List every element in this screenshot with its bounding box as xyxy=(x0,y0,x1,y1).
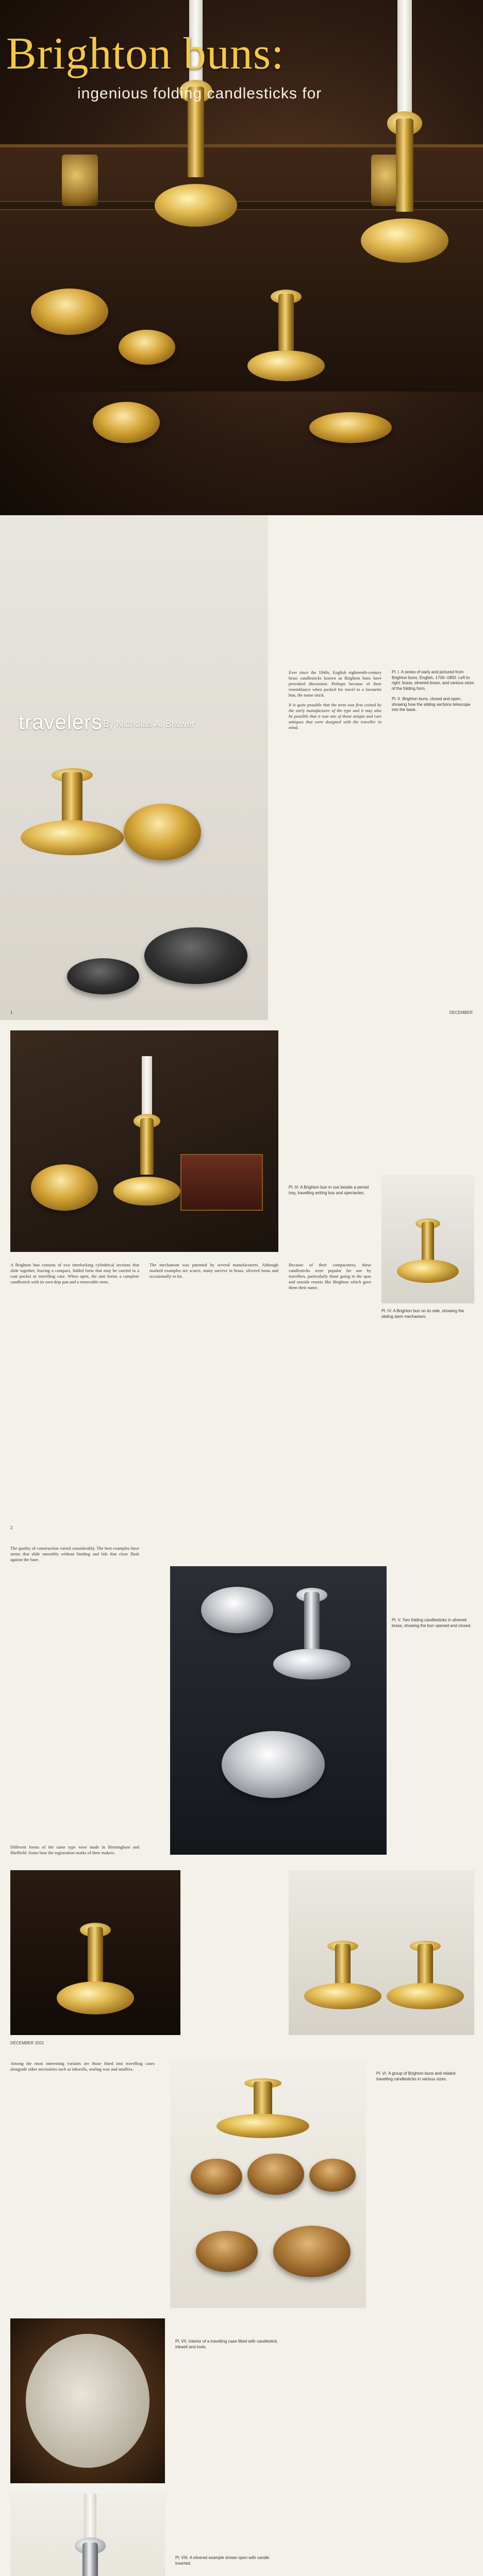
dark-bun xyxy=(144,927,247,984)
intro-paragraph: It is quite possible that the term was first coined by the early manufacturer of the type and it may also be possible that it was one of those unique and rare antiques that were designed with the traveller in mind. xyxy=(289,702,381,730)
bronze-bun xyxy=(309,2159,356,2192)
page-number: 2 xyxy=(10,1526,13,1530)
still-life-photo xyxy=(10,1030,278,1252)
text-column xyxy=(10,1844,139,1856)
brass-hinge-icon xyxy=(62,155,98,206)
text-column xyxy=(149,1262,278,1279)
body-paragraph: Different forms of the same type were made in Birmingham and Sheffield. Some bear the registration marks of their makers. xyxy=(10,1844,139,1855)
text-column xyxy=(10,2061,155,2072)
silver-bun-closed xyxy=(222,1731,325,1798)
candlestick-medium xyxy=(247,278,325,381)
caption-column xyxy=(392,670,474,713)
caption: Pl. IV. A Brighton bun on its side, showing the sliding stem mechanism. xyxy=(381,1309,464,1319)
travel-case-photo xyxy=(10,2318,165,2483)
bronze-bun xyxy=(196,2231,258,2272)
caption: Pl. III. A Brighton bun in use beside a period tray, travelling writing box and spectacles. xyxy=(289,1185,369,1195)
side-view-photo xyxy=(381,1175,474,1303)
caption: Pl. II. Brighton buns, closed and open, showing how the sliding sections telescope into the base. xyxy=(392,697,471,712)
page-1 xyxy=(0,0,483,515)
silver-open-photo xyxy=(10,2494,165,2576)
writing-box xyxy=(180,1154,263,1211)
body-paragraph: Because of their compactness, these candlesticks were popular for use by travellers, particularly those going to the spas and seaside resorts like Brighton which gave them their name. xyxy=(289,1262,371,1290)
body-paragraph: Among the most interesting variants are those fitted into travelling cases alongside other necessities such as inkwells, sealing wax and snuffers. xyxy=(10,2061,155,2072)
article-title: Brighton buns: xyxy=(6,29,285,79)
case-interior xyxy=(26,2334,149,2468)
bronze-bun-open xyxy=(216,2071,309,2138)
closed-bun xyxy=(93,402,160,443)
group-photo xyxy=(170,2061,366,2308)
page-4 xyxy=(0,1535,483,2050)
caption: Pl. VII. Interior of a travelling case fitted with candlestick, inkwell and tools. xyxy=(175,2339,278,2349)
bronze-bun xyxy=(273,2226,351,2277)
caption: Pl. VIII. A silvered example shown open with candle inserted. xyxy=(175,2555,270,2566)
brass-bun-closed xyxy=(124,804,201,860)
caption: Pl. I. A series of early and pictured from Brighton buns, English, 1700–1850. Left to right: brass, silvered brass, and various sizes of the folding form. xyxy=(392,670,474,691)
dark-bun-lid xyxy=(67,958,139,994)
closed-bun xyxy=(119,330,175,365)
page-number: 1 xyxy=(10,1010,13,1015)
page-3 xyxy=(0,1020,483,1535)
brass-bun-open xyxy=(304,1932,381,2009)
body-paragraph: A Brighton bun consists of two interlocking cylindrical sections that slide together, leaving a compact, lidded form that may be carried in a coat pocket or travelling case. When open, the unit forms a complete candlestick with its own drip pan and a removable stem. xyxy=(10,1262,139,1284)
brass-bun-closed xyxy=(31,1164,98,1211)
bronze-bun xyxy=(247,2154,304,2195)
silver-bun-photo xyxy=(170,1566,387,1855)
text-column xyxy=(289,1262,371,1291)
intro-photo xyxy=(0,515,268,1020)
silver-bun-open xyxy=(273,1577,351,1680)
page-2 xyxy=(0,515,483,1020)
brass-bun-open xyxy=(57,1911,134,2014)
brass-bun-side xyxy=(397,1211,459,1283)
caption: Pl. VI. A group of Brighton buns and related travelling candlesticks in various sizes. xyxy=(376,2071,456,2081)
intro-paragraph: Ever since the 1840s, English eighteenth-century brass candlesticks known as Brighton buns have provoked discussion. Perhaps because of their resemblance when packed for travel to a favourite bun, the name stuck. xyxy=(289,670,381,698)
text-column xyxy=(10,1262,139,1285)
byline: By Nicholas A. Brawer xyxy=(103,719,195,729)
caption: Pl. V. Two folding candlesticks in silvered brass, showing the bun opened and closed. xyxy=(392,1618,472,1628)
page-number: DECEMBER xyxy=(449,1010,473,1015)
text-column xyxy=(10,1546,139,1563)
silver-bun-lid xyxy=(201,1587,273,1633)
pair-photo xyxy=(289,1870,474,2035)
page-5 xyxy=(0,2050,483,2576)
page-number: DECEMBER 2001 xyxy=(10,2041,44,2045)
open-bun xyxy=(309,412,392,443)
brass-bun-open xyxy=(21,757,124,855)
closed-bun xyxy=(31,289,108,335)
body-paragraph: The mechanism was patented by several manufacturers. Although marked examples are scarce, many survive in brass, silvered brass and occasionally in tin. xyxy=(149,1262,278,1279)
brass-bun-open xyxy=(113,1103,180,1206)
intro-text-column xyxy=(289,670,381,731)
brass-bun-open xyxy=(387,1932,464,2009)
candlestick-tall xyxy=(361,93,448,263)
body-paragraph: The quality of construction varied considerably. The best examples have stems that slide smoothly without binding and lids that close flush against the base. xyxy=(10,1546,139,1562)
article-subtitle: ingenious folding candlesticks for xyxy=(77,85,322,102)
silver-bun-open xyxy=(52,2524,129,2576)
article-subtitle-2: travelers xyxy=(19,711,103,734)
bronze-bun xyxy=(191,2159,242,2195)
brass-bun-photo xyxy=(10,1870,180,2035)
